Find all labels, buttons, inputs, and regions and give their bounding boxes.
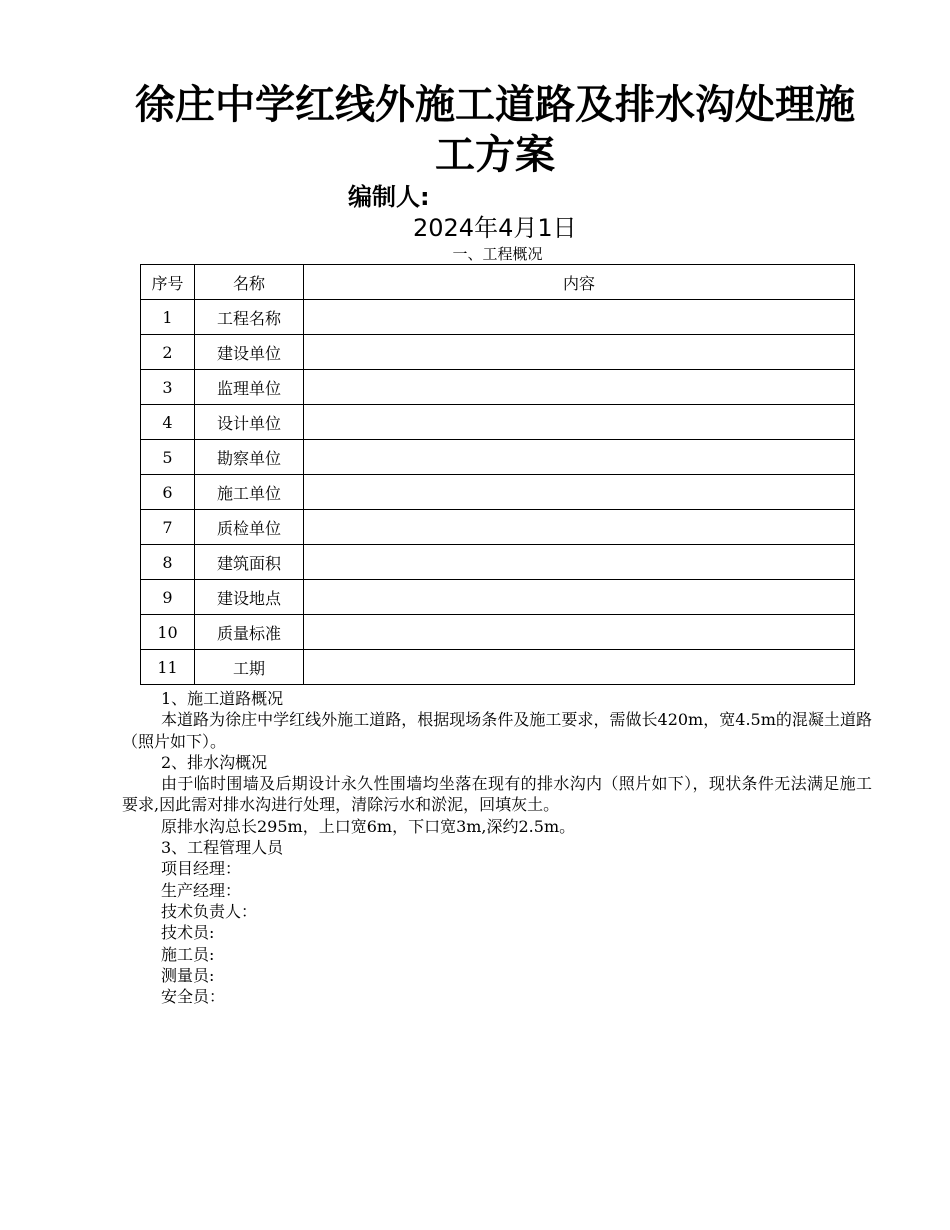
table-row bbox=[141, 405, 855, 440]
table-row bbox=[141, 615, 855, 650]
row-content bbox=[304, 580, 855, 615]
row-content bbox=[304, 650, 855, 685]
table-caption: 一、工程概况 bbox=[452, 245, 543, 263]
row-no: 4 bbox=[141, 405, 195, 440]
row-content bbox=[304, 405, 855, 440]
row-no: 11 bbox=[141, 650, 195, 685]
document-body bbox=[122, 688, 872, 1007]
row-no: 2 bbox=[141, 335, 195, 370]
author-label: 编制人: bbox=[348, 183, 430, 211]
header-name: 名称 bbox=[195, 265, 304, 300]
row-no: 6 bbox=[141, 475, 195, 510]
table-row bbox=[141, 335, 855, 370]
staff-item: 生产经理： bbox=[161, 880, 242, 900]
document-date: 2024年4月1日 bbox=[413, 214, 577, 242]
row-name: 质量标准 bbox=[195, 615, 304, 650]
table-row bbox=[141, 650, 855, 685]
row-content bbox=[304, 615, 855, 650]
row-content bbox=[304, 370, 855, 405]
section-heading-road: 1、施工道路概况 bbox=[161, 689, 284, 708]
row-no: 9 bbox=[141, 580, 195, 615]
row-content bbox=[304, 475, 855, 510]
row-content bbox=[304, 335, 855, 370]
staff-item: 项目经理： bbox=[161, 859, 242, 879]
header-no: 序号 bbox=[141, 265, 195, 300]
table-row bbox=[141, 580, 855, 615]
row-name: 建筑面积 bbox=[195, 545, 304, 580]
table-row bbox=[141, 300, 855, 335]
header-content: 内容 bbox=[304, 265, 855, 300]
section-heading-ditch: 2、排水沟概况 bbox=[161, 752, 268, 772]
row-name: 监理单位 bbox=[195, 370, 304, 405]
table-row bbox=[141, 545, 855, 580]
document-title: 徐庄中学红线外施工道路及排水沟处理施工方案 bbox=[135, 82, 855, 178]
row-name: 质检单位 bbox=[195, 510, 304, 545]
row-content bbox=[304, 545, 855, 580]
table-row bbox=[141, 510, 855, 545]
row-name: 施工单位 bbox=[195, 475, 304, 510]
staff-item: 安全员： bbox=[161, 987, 226, 1007]
row-no: 7 bbox=[141, 510, 195, 545]
row-name: 建设地点 bbox=[195, 580, 304, 615]
row-name: 设计单位 bbox=[195, 405, 304, 440]
row-no: 5 bbox=[141, 440, 195, 475]
row-name: 工期 bbox=[195, 650, 304, 685]
row-name: 勘察单位 bbox=[195, 440, 304, 475]
project-overview-table bbox=[140, 264, 855, 685]
ditch-paragraph: 由于临时围墙及后期设计永久性围墙均坐落在现有的排水沟内（照片如下），现状条件无法满足施工要求,因此需对排水沟进行处理，清除污水和淤泥，回填灰土。 bbox=[122, 774, 872, 815]
section-heading-staff: 3、工程管理人员 bbox=[161, 838, 284, 858]
ditch-dimensions-paragraph: 原排水沟总长295m，上口宽6m，下口宽3m,深约2.5m。 bbox=[161, 816, 576, 836]
table-row bbox=[141, 370, 855, 405]
row-no: 3 bbox=[141, 370, 195, 405]
table-row bbox=[141, 475, 855, 510]
staff-item: 施工员: bbox=[161, 944, 215, 964]
row-name: 工程名称 bbox=[195, 300, 304, 335]
row-no: 10 bbox=[141, 615, 195, 650]
road-paragraph: 本道路为徐庄中学红线外施工道路，根据现场条件及施工要求，需做长420m，宽4.5m的混凝土道路（照片如下）。 bbox=[122, 710, 872, 751]
staff-item: 技术负责人： bbox=[161, 901, 258, 921]
table-header-row bbox=[141, 265, 855, 300]
table-row bbox=[141, 440, 855, 475]
row-content bbox=[304, 300, 855, 335]
staff-item: 测量员: bbox=[161, 965, 215, 985]
row-no: 1 bbox=[141, 300, 195, 335]
row-no: 8 bbox=[141, 545, 195, 580]
staff-item: 技术员: bbox=[161, 923, 215, 943]
row-name: 建设单位 bbox=[195, 335, 304, 370]
row-content bbox=[304, 510, 855, 545]
row-content bbox=[304, 440, 855, 475]
